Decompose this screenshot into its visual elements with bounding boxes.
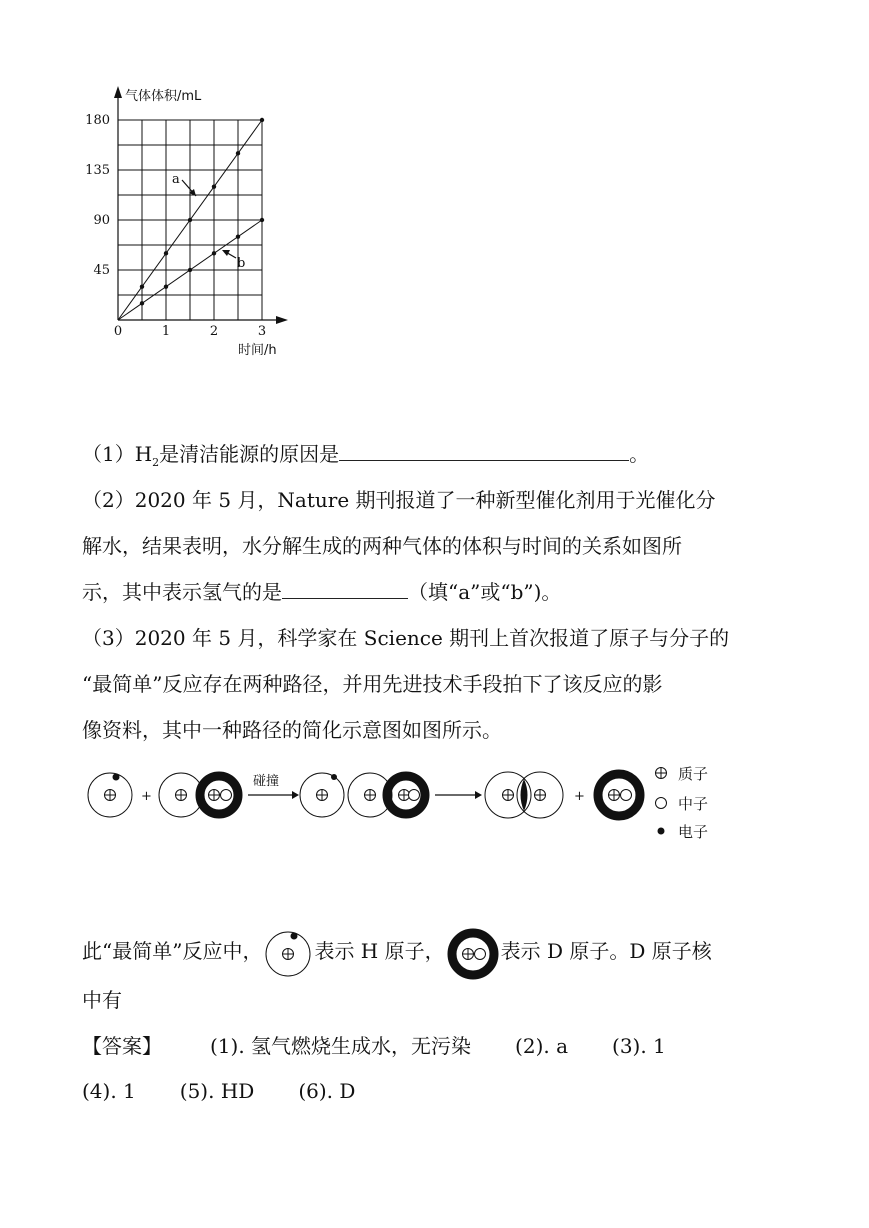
series-b-point (188, 268, 192, 272)
legend-icons (656, 768, 667, 835)
series-a-point (236, 151, 240, 155)
question-3-line2: “最简单”反应存在两种路径，并用先进技术手段拍下了该反应的影 (82, 672, 663, 696)
x-tick-label: 0 (113, 324, 123, 339)
answer-4: (4). 1 (82, 1079, 136, 1103)
h2-molecule (485, 772, 563, 818)
explain-mid: 表示 H 原子， (314, 939, 445, 963)
series-b-point (140, 301, 144, 305)
reaction-diagram (0, 755, 869, 855)
electron-icon (113, 774, 120, 781)
explanation-line1 (82, 921, 712, 981)
series-b-point (260, 218, 264, 222)
y-axis-arrow (114, 86, 122, 98)
y-axis-label: 气体体积/mL (125, 89, 202, 104)
legend-electron-label: 电子 (678, 823, 709, 841)
h-atom-1 (88, 773, 132, 817)
question-2-line1: （2）2020 年 5 月，Nature 期刊报道了一种新型催化剂用于光催化分 (82, 488, 716, 512)
gas-volume-chart (0, 0, 320, 380)
answer-3: (3). 1 (612, 1034, 666, 1058)
q2-line3-pre: 示，其中表示氢气的是 (82, 580, 282, 604)
explain-pre: 此“最简单”反应中， (82, 939, 263, 963)
answer-2: (2). a (515, 1034, 569, 1058)
series-a-point (260, 118, 264, 122)
y-tick-label: 45 (93, 263, 110, 278)
answer-line1 (82, 1032, 666, 1060)
x-axis-label: 时间/h (238, 343, 277, 358)
q1-answer-blank[interactable] (339, 440, 629, 461)
hd-molecule-left (159, 773, 238, 817)
legend-proton-label: 质子 (678, 765, 709, 783)
y-tick-label: 180 (85, 113, 110, 128)
chart-tick-labels (85, 113, 266, 339)
question-3-line3: 像资料，其中一种路径的简化示意图如图所示。 (82, 718, 502, 742)
series-a-point (212, 184, 216, 188)
q1-text: 是清洁能源的原因是 (159, 442, 340, 466)
y-tick-label: 135 (85, 163, 110, 178)
q1-prefix: （1）H (82, 442, 153, 466)
d-atom-inline (445, 924, 501, 982)
series-b-point (212, 251, 216, 255)
q2-line3-post: （填“a”或“b”)。 (408, 580, 562, 604)
q1-end: 。 (629, 442, 650, 466)
series-a-label: a (172, 172, 180, 187)
series-b-label: b (237, 256, 246, 271)
series-b-point (164, 284, 168, 288)
plus-sign-1: + (141, 789, 152, 804)
answer-line2 (82, 1077, 355, 1105)
question-2-line2: 解水，结果表明，水分解生成的两种气体的体积与时间的关系如图所 (82, 534, 682, 558)
legend-neutron-label: 中子 (678, 795, 709, 813)
question-1 (82, 440, 649, 477)
h-atom-inline (262, 924, 314, 982)
question-3-line1: （3）2020 年 5 月，科学家在 Science 期刊上首次报道了原子与分子的 (82, 626, 730, 650)
series-a-point (188, 218, 192, 222)
answer-6: (6). D (298, 1079, 356, 1103)
y-tick-label: 90 (93, 213, 110, 228)
explanation-line2: 中有 (82, 988, 122, 1012)
chart-points (140, 118, 264, 306)
q2-answer-blank[interactable] (282, 578, 408, 599)
series-b-point (236, 234, 240, 238)
answer-5: (5). HD (179, 1079, 255, 1103)
plus-sign-2: + (574, 789, 585, 804)
x-tick-label: 1 (161, 324, 171, 339)
x-axis-arrow (276, 316, 288, 324)
transition-complex (300, 773, 425, 817)
collide-label: 碰撞 (253, 774, 280, 789)
explain-post: 表示 D 原子。D 原子核 (500, 939, 712, 963)
question-2-line3 (82, 578, 561, 606)
answer-1: (1). 氢气燃烧生成水，无污染 (210, 1034, 472, 1058)
series-a-point (164, 251, 168, 255)
q1-subscript: 2 (152, 456, 160, 469)
d-atom (598, 774, 640, 816)
x-tick-label: 2 (209, 324, 219, 339)
neutron-icon (656, 798, 667, 809)
series-a-point (140, 284, 144, 288)
answer-label: 【答案】 (82, 1034, 162, 1058)
x-tick-label: 3 (257, 324, 267, 339)
electron-icon (658, 828, 665, 835)
series-b-arrowhead (222, 250, 230, 256)
